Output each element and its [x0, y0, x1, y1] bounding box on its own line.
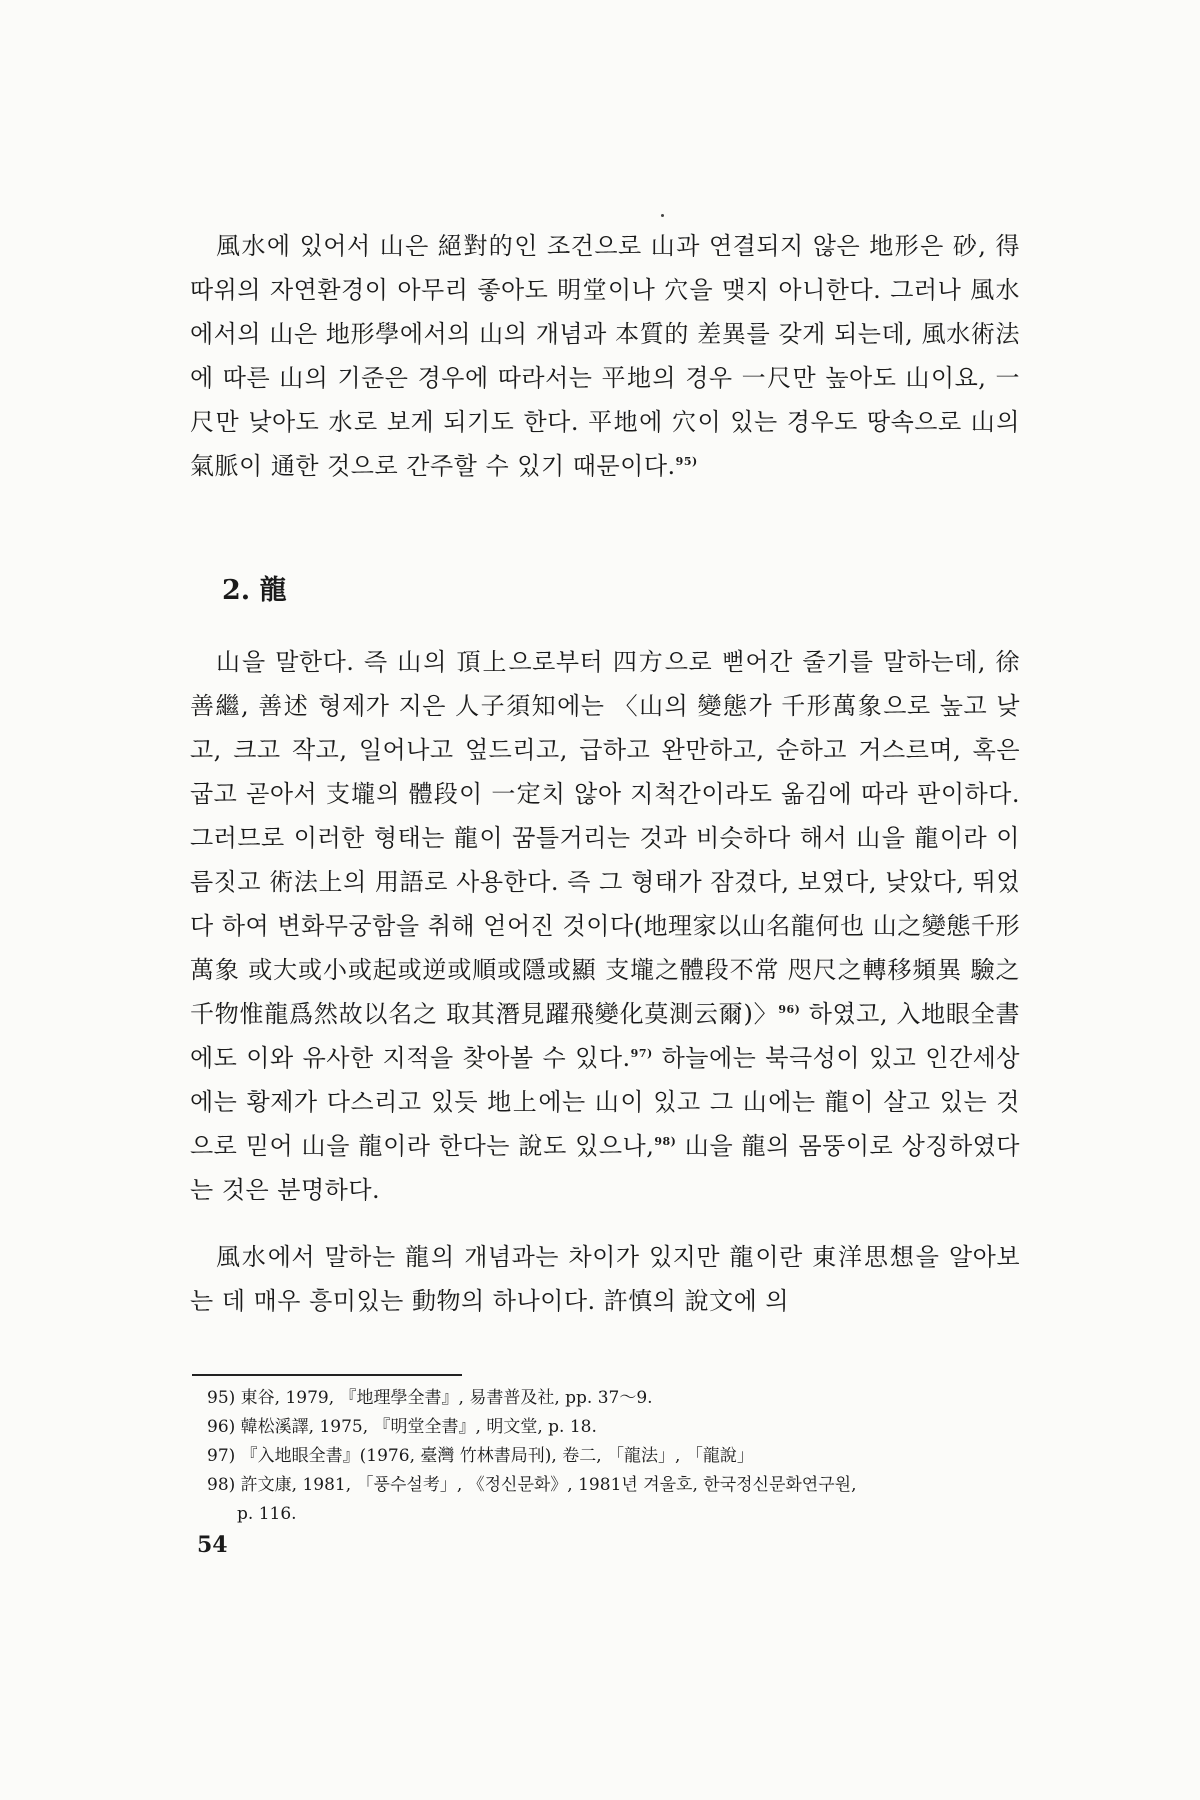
footnote-98-continued: p. 116.: [237, 1504, 297, 1524]
ink-speck: [661, 214, 664, 217]
paragraph-1-text: 風水에 있어서 山은 絕對的인 조건으로 山과 연결되지 않은 地形은 砂, 得 따위의 자연환경이 아무리 좋아도 明堂이나 穴을 맺지 아니한다. 그러나 風水에서의 山은 地形學에서의 山의 개념과 本質的 差異를 갖게 되는데, 風水術法에 따른 山의 기준은 경우에 따라서는 平地의 경우 一尺만 높아도 山이요, 一尺만 낮아도 水로 보게 되기도 한다. 平地에 穴이 있는 경우도 땅속으로 山의 氣脈이 通한 것으로 간주할 수 있기 때문이다.: [190, 232, 1020, 480]
footnote-ref-97[interactable]: 97): [630, 1047, 653, 1060]
body-paragraph-3: [190, 1235, 1020, 1323]
footnote-96: 96) 韓松溪譯, 1975, 『明堂全書』, 明文堂, p. 18.: [207, 1417, 597, 1437]
footnote-98: 98) 許文康, 1981, 「풍수설考」, 《정신문화》, 1981년 겨울호, 한국정신문화연구원,: [207, 1475, 857, 1495]
paragraph-2-text-2: 하였고, 入地眼全書에도 이와 유사한 지적을 찾아볼 수 있다.: [190, 1000, 1020, 1072]
footnote-95: 95) 東谷, 1979, 『地理學全書』, 易書普及社, pp. 37～9.: [207, 1388, 653, 1408]
paragraph-2-text-1: 山을 말한다. 즉 山의 頂上으로부터 四方으로 뻗어간 줄기를 말하는데, 徐善繼, 善述 형제가 지은 人子須知에는 〈山의 變態가 千形萬象으로 높고 낮고, 크고 작고, 일어나고 엎드리고, 급하고 완만하고, 순하고 거스르며, 혹은 굽고 곧아서 支壠의 體段이 一定치 않아 지척간이라도 옮김에 따라 판이하다. 그러므로 이러한 형태는 龍이 꿈틀거리는 것과 비슷하다 해서 山을 龍이라 이름짓고 術法上의 用語로 사용한다. 즉 그 형태가 잠겼다, 보였다, 낮았다, 뛰었다 하여 변화무궁함을 취해 얻어진 것이다(地理家以山名龍何也 山之變態千形萬象 或大或小或起或逆或順或隱或顯 支壠之體段不常 咫尺之轉移頻異 驗之千物惟龍爲然故以名之 取其潛見躍飛變化莫測云爾)〉: [190, 648, 1020, 1028]
paragraph-3-text: 風水에서 말하는 龍의 개념과는 차이가 있지만 龍이란 東洋思想을 알아보는 데 매우 흥미있는 動物의 하나이다. 許慎의 說文에 의: [190, 1243, 1020, 1315]
footnote-ref-96[interactable]: 96): [778, 1003, 801, 1016]
body-paragraph-1: [190, 224, 1020, 488]
footnote-97: 97) 『入地眼全書』(1976, 臺灣 竹林書局刊), 卷二, 「龍法」, 「龍說」: [207, 1446, 754, 1466]
page-number: 54: [197, 1532, 228, 1558]
footnote-divider: [192, 1374, 462, 1376]
paragraph-2-text-3: 하늘에는 북극성이 있고 인간세상에는 황제가 다스리고 있듯 地上에는 山이 있고 그 山에는 龍이 살고 있는 것으로 믿어 山을 龍이라 한다는 說도 있으나,: [190, 1044, 1020, 1160]
footnote-ref-95[interactable]: 95): [675, 455, 698, 468]
footnotes: [207, 1384, 1027, 1529]
section-heading: 2. 龍: [222, 575, 287, 606]
body-paragraph-2: [190, 640, 1020, 1212]
paragraph-2-text-4: 山을 龍의 몸뚱이로 상징하였다는 것은 분명하다.: [190, 1132, 1020, 1204]
footnote-ref-98[interactable]: 98): [654, 1135, 677, 1148]
